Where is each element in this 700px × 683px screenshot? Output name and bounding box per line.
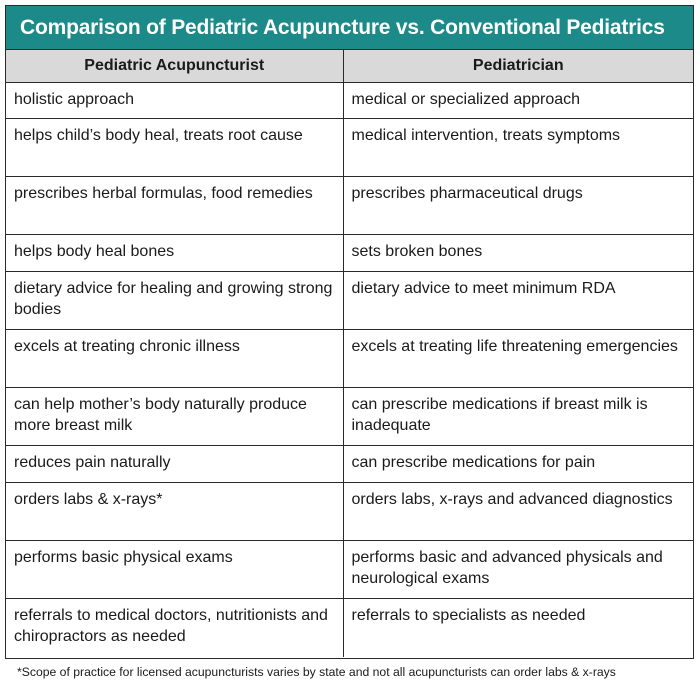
acupuncturist-cell: performs basic physical exams — [6, 541, 343, 599]
pediatrician-cell: medical or specialized approach — [343, 83, 693, 119]
pediatrician-cell: dietary advice to meet minimum RDA — [343, 272, 693, 330]
pediatrician-cell: prescribes pharmaceutical drugs — [343, 177, 693, 235]
acupuncturist-cell: holistic approach — [6, 83, 343, 119]
table-row — [6, 177, 693, 235]
acupuncturist-cell: excels at treating chronic illness — [6, 330, 343, 388]
table-row — [6, 541, 693, 599]
acupuncturist-cell: prescribes herbal formulas, food remedies — [6, 177, 343, 235]
pediatrician-cell: excels at treating life threatening emergencies — [343, 330, 693, 388]
acupuncturist-cell: orders labs & x-rays* — [6, 483, 343, 541]
pediatrician-cell: orders labs, x-rays and advanced diagnostics — [343, 483, 693, 541]
pediatrician-cell: can prescribe medications for pain — [343, 446, 693, 483]
table-row — [6, 388, 693, 446]
footnote: *Scope of practice for licensed acupuncturists varies by state and not all acupuncturists can order labs & x-rays — [17, 665, 616, 679]
table-row — [6, 235, 693, 272]
acupuncturist-cell: can help mother’s body naturally produce more breast milk — [6, 388, 343, 446]
acupuncturist-cell: helps child’s body heal, treats root cause — [6, 119, 343, 177]
table-row — [6, 483, 693, 541]
table-row — [6, 272, 693, 330]
table-row — [6, 330, 693, 388]
comparison-table — [6, 49, 693, 657]
column-header-acupuncturist: Pediatric Acupuncturist — [6, 50, 343, 83]
pediatrician-cell: can prescribe medications if breast milk is inadequate — [343, 388, 693, 446]
pediatrician-cell: sets broken bones — [343, 235, 693, 272]
column-header-pediatrician: Pediatrician — [343, 50, 693, 83]
acupuncturist-cell: reduces pain naturally — [6, 446, 343, 483]
acupuncturist-cell: dietary advice for healing and growing strong bodies — [6, 272, 343, 330]
table-row — [6, 83, 693, 119]
acupuncturist-cell: referrals to medical doctors, nutritionists and chiropractors as needed — [6, 599, 343, 657]
comparison-table-frame — [5, 5, 694, 659]
pediatrician-cell: performs basic and advanced physicals and neurological exams — [343, 541, 693, 599]
table-row — [6, 446, 693, 483]
table-title: Comparison of Pediatric Acupuncture vs. Conventional Pediatrics — [6, 6, 693, 49]
acupuncturist-cell: helps body heal bones — [6, 235, 343, 272]
table-row — [6, 119, 693, 177]
table-row — [6, 599, 693, 657]
pediatrician-cell: medical intervention, treats symptoms — [343, 119, 693, 177]
header-row — [6, 50, 693, 83]
pediatrician-cell: referrals to specialists as needed — [351, 607, 586, 624]
